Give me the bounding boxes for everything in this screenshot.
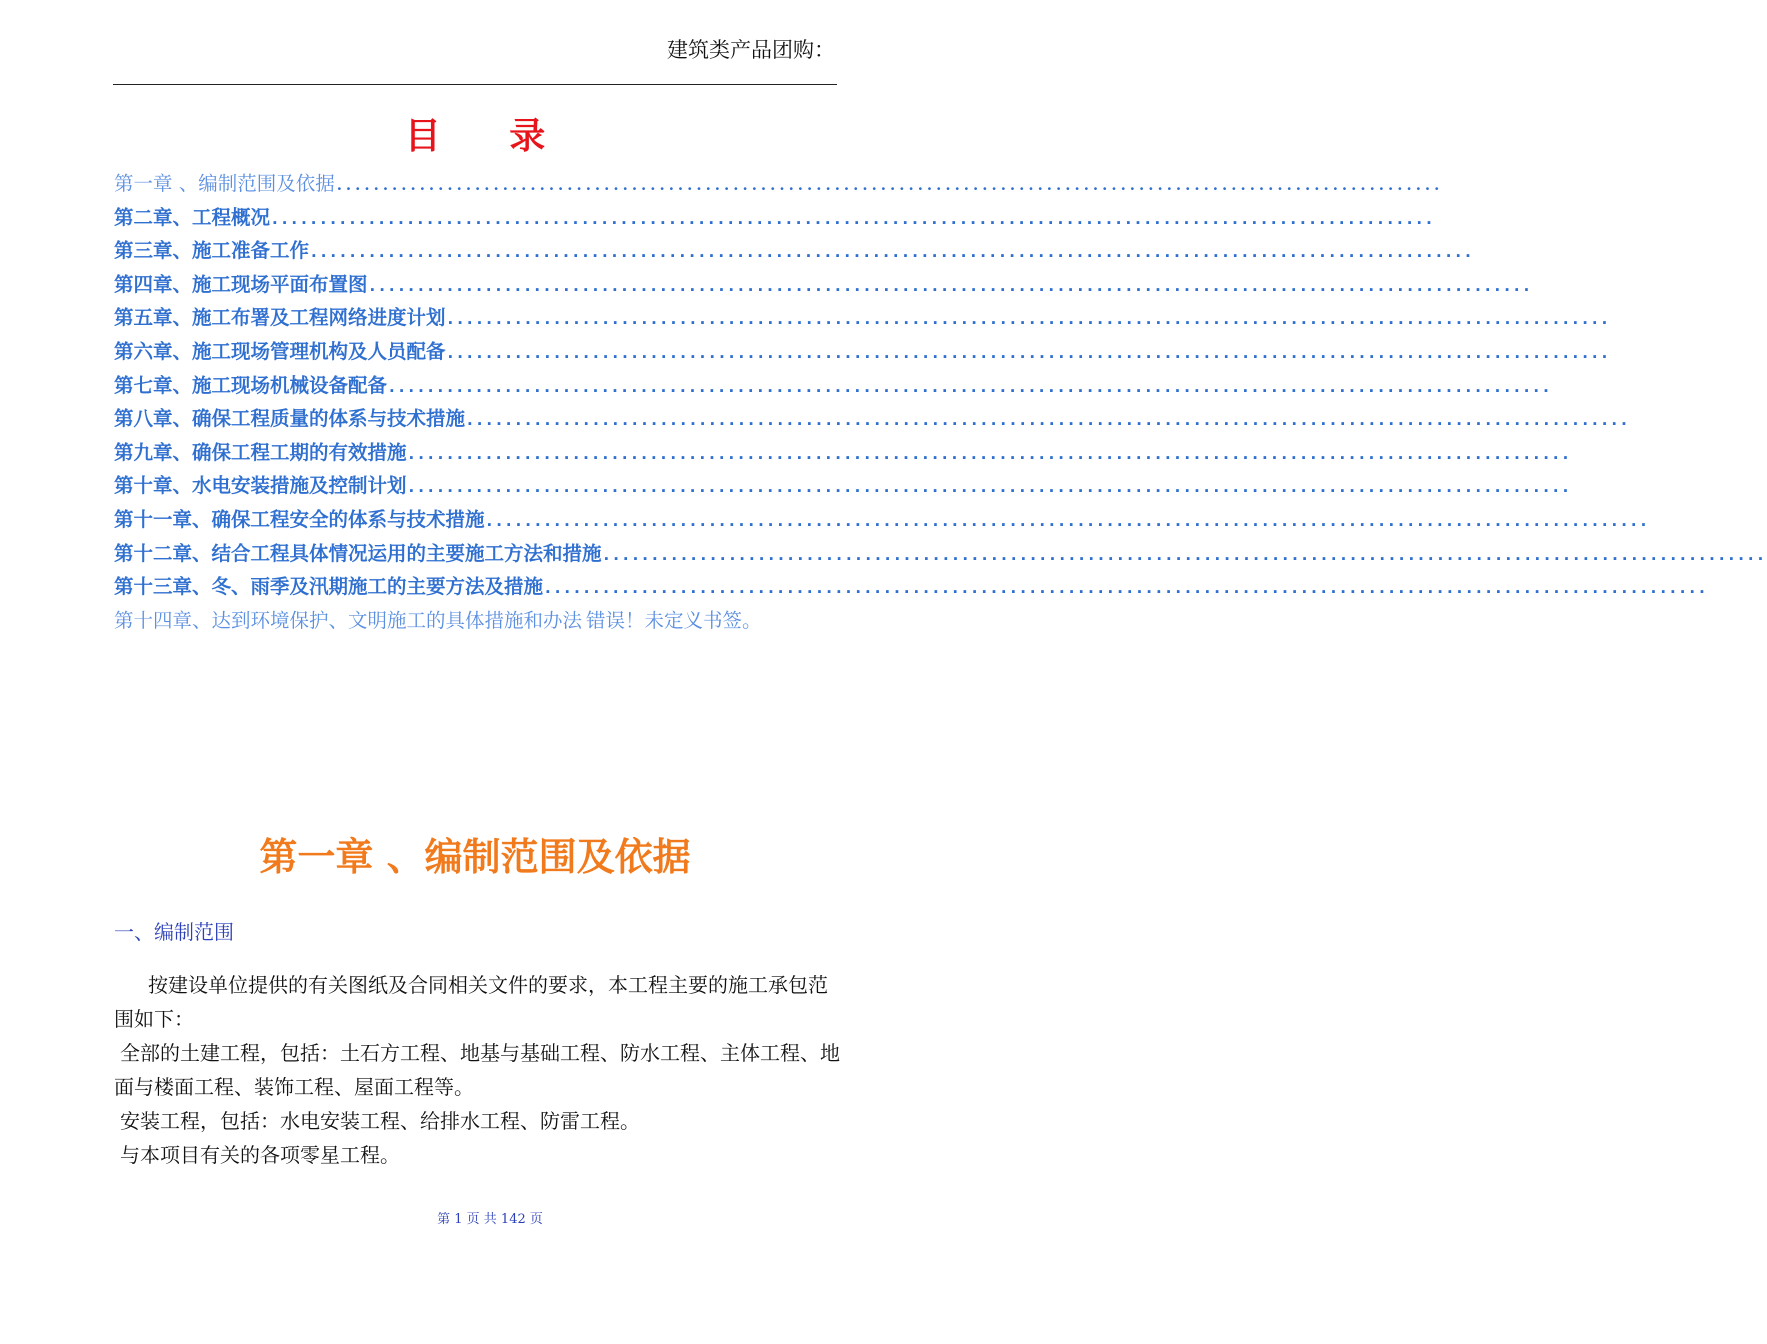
toc-dot-leader: ........................................................................................................................: [486, 511, 1651, 530]
toc-entry-label: 第十一章、确保工程安全的体系与技术措施: [114, 507, 485, 531]
toc-dot-leader: ........................................................................................................................: [408, 478, 1573, 497]
toc-dot-leader: ........................................................................................................................: [272, 209, 1436, 228]
toc-entry[interactable]: [114, 437, 1573, 471]
toc-entry-label: 第十三章、冬、雨季及汛期施工的主要方法及措施: [114, 575, 544, 599]
toc-dot-leader: ........................................................................................................................: [447, 310, 1612, 329]
toc-dot-leader: ........................................................................................................................: [545, 579, 1709, 598]
page-footer: 第 1 页 共 142 页: [437, 1212, 543, 1227]
toc-entry[interactable]: [114, 370, 1553, 404]
toc-dot-leader: ........................................................................................................................: [408, 444, 1573, 463]
toc-title: 目 录: [404, 115, 574, 157]
toc-entry[interactable]: [114, 302, 1612, 336]
toc-entry-label: 第十四章、达到环境保护、文明施工的具体措施和办法: [114, 608, 583, 632]
toc-entry[interactable]: [114, 269, 1534, 303]
toc-entry[interactable]: [114, 605, 832, 639]
section-heading: 一、编制范围: [114, 920, 234, 944]
toc-dot-leader: ........................................................................................................................: [447, 343, 1612, 362]
toc-entry-label: 第三章、施工准备工作: [114, 239, 310, 263]
toc-entry-label: 第四章、施工现场平面布置图: [114, 272, 368, 296]
toc-entry-label: 第一章 、编制范围及依据: [114, 172, 335, 195]
body-text: [114, 968, 842, 1172]
toc-entry[interactable]: [114, 470, 1573, 504]
toc-entry[interactable]: [114, 235, 1475, 269]
header-divider: [113, 84, 837, 85]
toc-entry-label: 第十二章、结合工程具体情况运用的主要施工方法和措施: [114, 541, 602, 565]
toc-entry[interactable]: [114, 538, 1767, 572]
page-header: 建筑类产品团购：: [667, 38, 835, 62]
chapter-title: 第一章 、编制范围及依据: [259, 835, 691, 879]
toc-entry-error-note: 错误！未定义书签。: [586, 608, 762, 632]
paragraph-misc-works: 与本项目有关的各项零星工程。: [120, 1143, 400, 1167]
toc-entry-label: 第十章、水电安装措施及控制计划: [114, 474, 407, 498]
toc-entry[interactable]: [114, 202, 1436, 236]
toc-entry-label: 第二章、工程概况: [114, 205, 271, 229]
paragraph-installation-works: 安装工程，包括：水电安装工程、给排水工程、防雷工程。: [120, 1109, 640, 1133]
toc-entry[interactable]: [114, 336, 1612, 370]
paragraph-civil-works: 全部的土建工程，包括：土石方工程、地基与基础工程、防水工程、主体工程、地面与楼面工程、装饰工程、屋面工程等。: [114, 1041, 840, 1099]
toc-entry-label: 第五章、施工布署及工程网络进度计划: [114, 306, 446, 330]
toc-entry-label: 第六章、施工现场管理机构及人员配备: [114, 339, 446, 363]
toc-dot-leader: ........................................................................................................................: [389, 377, 1553, 396]
toc-entry-label: 第七章、施工现场机械设备配备: [114, 373, 388, 397]
toc-entry-label: 第九章、确保工程工期的有效措施: [114, 440, 407, 464]
toc-dot-leader: ........................................................................................................................: [369, 276, 1534, 295]
table-of-contents: [114, 168, 1767, 638]
toc-entry[interactable]: [114, 168, 1444, 202]
toc-entry[interactable]: [114, 571, 1709, 605]
toc-entry-label: 第八章、确保工程质量的体系与技术措施: [114, 407, 466, 431]
toc-dot-leader: ........................................................................................................................: [311, 243, 1475, 262]
toc-entry[interactable]: [114, 504, 1651, 538]
toc-dot-leader: ........................................................................................................................: [467, 411, 1631, 430]
paragraph-scope-intro: 按建设单位提供的有关图纸及合同相关文件的要求，本工程主要的施工承包范围如下：: [114, 973, 828, 1031]
toc-dot-leader: ........................................................................................................................: [603, 545, 1767, 564]
toc-entry[interactable]: [114, 403, 1631, 437]
toc-dot-leader: ........................................................................................................................: [336, 176, 1444, 194]
